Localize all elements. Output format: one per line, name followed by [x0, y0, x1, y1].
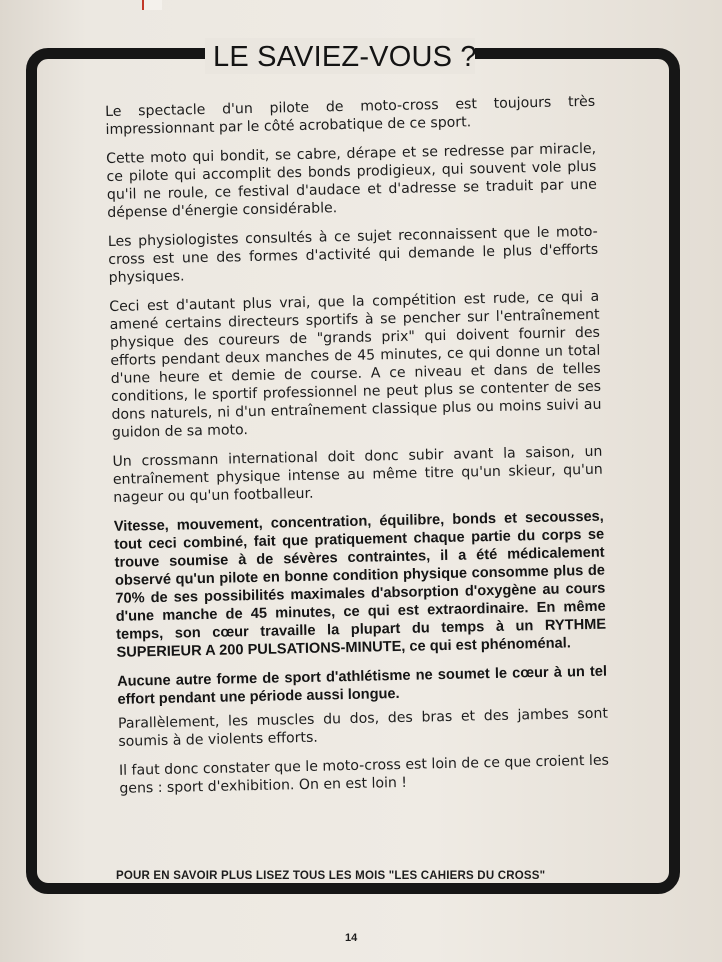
paragraph-1: Le spectacle d'un pilote de moto-cross est toujours très impressionnant par le côté acrobatique de ce sport. — [105, 93, 596, 138]
page-number: 14 — [345, 932, 358, 944]
closing-paragraph-2: Il faut donc constater que le moto-cross est loin de ce que croient les gens : sport d'exhibition. On en est loin ! — [118, 752, 610, 797]
paragraph-3: Les physiologistes consultés à ce sujet reconnaissent que le moto-cross est une des formes d'activité qui demande le plus d'efforts physiques. — [107, 223, 599, 286]
paragraph-5: Un crossmann international doit donc subir avant la saison, un entraînement physique intense au même titre qu'un skieur, qu'un nageur ou qu'un footballeur. — [112, 443, 603, 506]
bold-paragraph-1: Vitesse, mouvement, concentration, équilibre, bonds et secousses, tout ceci combiné, fait que pratiquement chaque partie du corps se trouve soumise à de sévères contraintes, il a été médicalement observé qu'un pilote en bonne condition physique consomme plus de 70% de ses possibilités maximales d'absorption d'oxygène au cours d'une manche de 45 minutes, ce qui est extraordinaire. En même temps, son cœur travaille la plupart du temps à un RYTHME SUPERIEUR A 200 PULSATIONS-MINUTE, ce qui est phénoménal. — [113, 508, 607, 661]
closing-paragraph-1: Parallèlement, les muscles du dos, des bras et des jambes sont soumis à de violents efforts. — [117, 705, 609, 750]
paragraph-4: Ceci est d'autant plus vrai, que la compétition est rude, ce qui a amené certains directeurs sportifs à se pencher sur l'entraînement physique des coureurs de "grands prix" qui doivent fournir des efforts pendant deux manches de 45 minutes, ce qui donne un total d'une heure et demie de course. A ce niveau et dans de telles conditions, le sportif professionnel ne peut plus se contenter de ses dons naturels, ni d'un entraînement classique plus ou moins suivi au guidon de sa moto. — [109, 288, 602, 441]
footer-callout: POUR EN SAVOIR PLUS LISEZ TOUS LES MOIS "LES CAHIERS DU CROSS" — [116, 870, 546, 882]
paragraph-2: Cette moto qui bondit, se cabre, dérape et se redresse par miracle, ce pilote qui accomplit des bonds prodigieux, qui souvent vole plus qu'il ne roule, ce festival d'audace et d'adresse se traduit par une dépense d'énergie considérable. — [106, 140, 597, 221]
article-body — [105, 93, 610, 809]
article-title: LE SAVIEZ-VOUS ? — [213, 41, 477, 73]
page-corner-mark — [142, 0, 162, 10]
bold-paragraph-2: Aucune autre forme de sport d'athlétisme ne soumet le cœur à un tel effort pendant une période aussi longue. — [116, 663, 608, 708]
